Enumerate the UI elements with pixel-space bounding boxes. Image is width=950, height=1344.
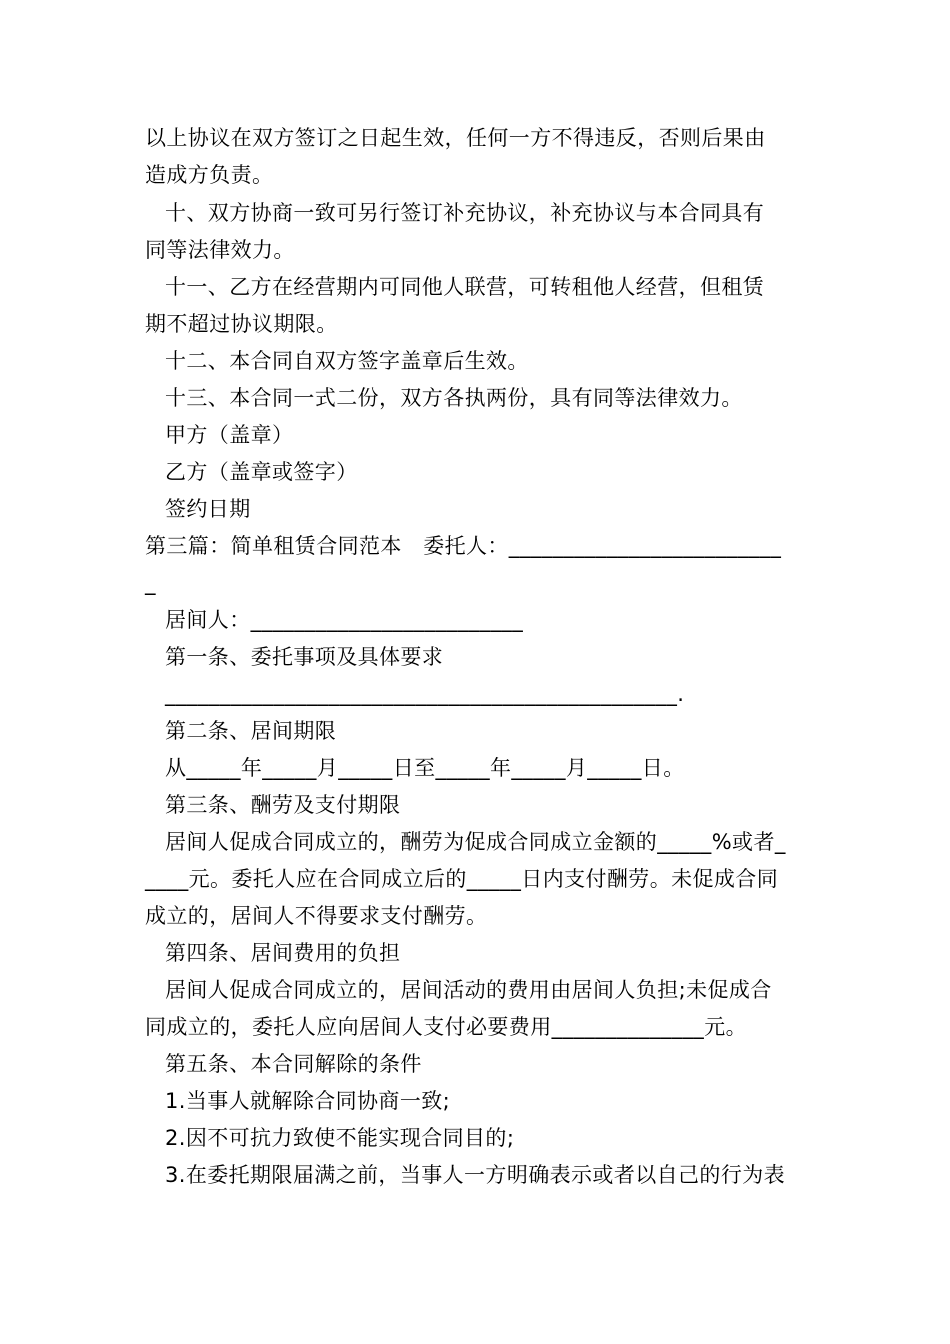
party-b-signature-line: 乙方（盖章或签字） <box>165 460 358 484</box>
paragraph-line: 以上协议在双方签订之日起生效，任何一方不得违反，否则后果由 <box>145 126 766 150</box>
paragraph-line: 期不超过协议期限。 <box>145 312 338 336</box>
article-2-heading: 第二条、居间期限 <box>165 719 337 743</box>
intermediary-line: 居间人：_________________________ <box>165 608 524 632</box>
list-item-1: 1.当事人就解除合同协商一致; <box>165 1089 451 1113</box>
clause-13-line: 十三、本合同一式二份，双方各执两份，具有同等法律效力。 <box>165 386 743 410</box>
paragraph-line: 造成方负责。 <box>145 163 274 187</box>
paragraph-line: ____元。委托人应在合同成立后的_____日内支付酬劳。未促成合同 <box>145 867 779 891</box>
article-5-heading: 第五条、本合同解除的条件 <box>165 1052 422 1076</box>
paragraph-line: 同等法律效力。 <box>145 238 295 262</box>
clause-12-line: 十二、本合同自双方签字盖章后生效。 <box>165 349 529 373</box>
period-line: 从_____年_____月_____日至_____年_____月_____日。 <box>165 756 685 780</box>
list-item-2: 2.因不可抗力致使不能实现合同目的; <box>165 1126 515 1150</box>
clause-10-line: 十、双方协商一致可另行签订补充协议，补充协议与本合同具有 <box>165 201 765 225</box>
paragraph-line: 同成立的，委托人应向居间人支付必要费用______________元。 <box>145 1015 747 1039</box>
article-3-heading: 第三条、酬劳及支付期限 <box>165 793 401 817</box>
section-heading-line: 第三篇：简单租赁合同范本 委托人：_________________________ <box>145 534 782 558</box>
party-a-signature-line: 甲方（盖章） <box>165 423 294 447</box>
article-4-heading: 第四条、居间费用的负担 <box>165 941 401 965</box>
paragraph-line: _ <box>145 571 156 595</box>
list-item-3: 3.在委托期限届满之前，当事人一方明确表示或者以自己的行为表 <box>165 1163 786 1187</box>
paragraph-line: 成立的，居间人不得要求支付酬劳。 <box>145 904 488 928</box>
signing-date-line: 签约日期 <box>165 497 251 521</box>
blank-fill-line: _______________________________________________. <box>165 682 685 706</box>
paragraph-line: 居间人促成合同成立的，酬劳为促成合同成立金额的_____%或者_ <box>165 830 786 854</box>
paragraph-line: 居间人促成合同成立的，居间活动的费用由居间人负担;未促成合 <box>165 978 772 1002</box>
article-1-heading: 第一条、委托事项及具体要求 <box>165 645 444 669</box>
clause-11-line: 十一、乙方在经营期内可同他人联营，可转租他人经营，但租赁 <box>165 275 765 299</box>
